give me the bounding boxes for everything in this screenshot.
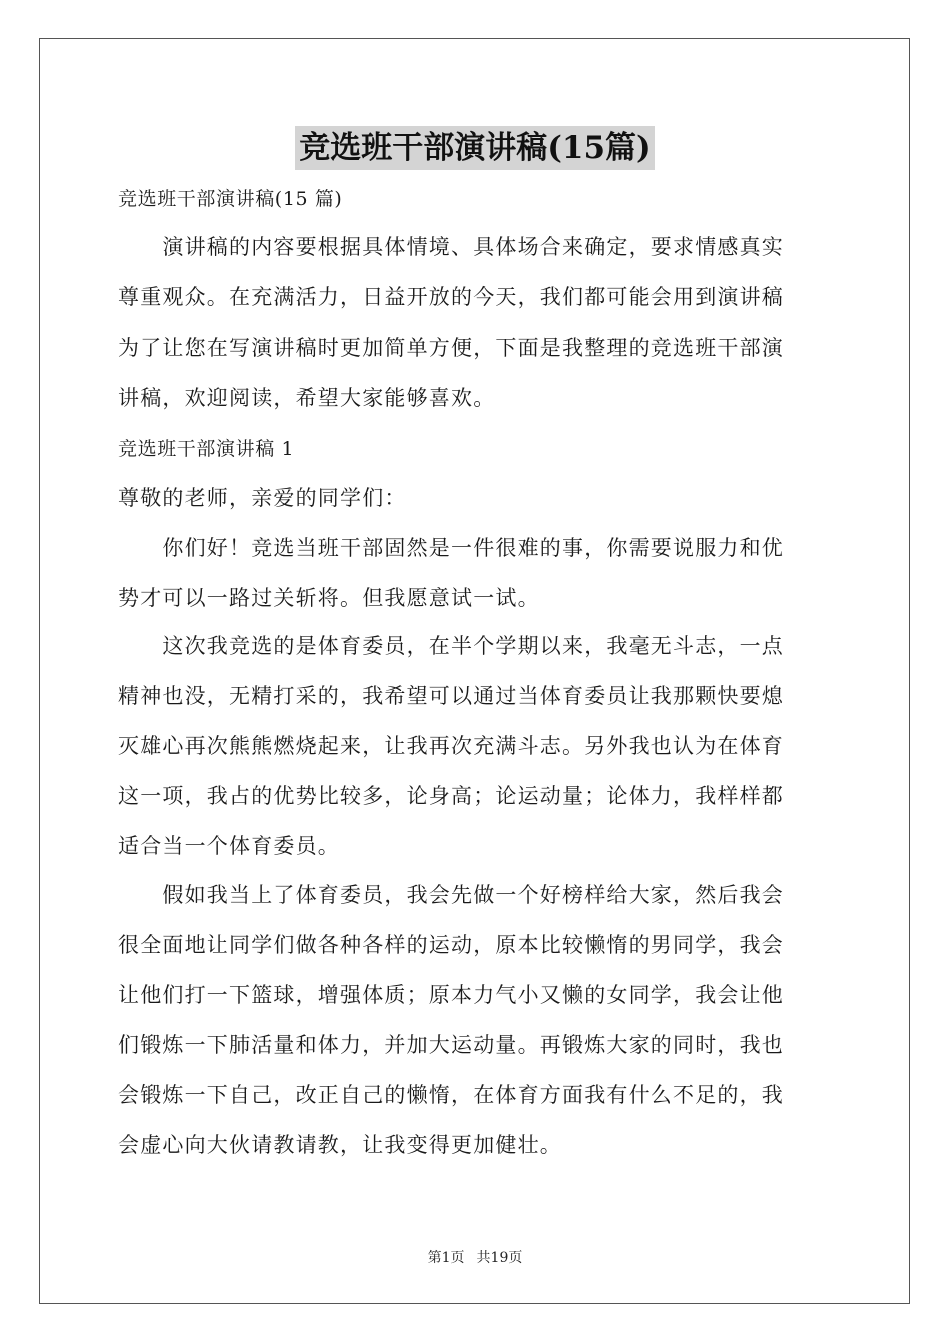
- page-total: 共19页: [476, 1250, 523, 1266]
- paragraph-line: 会锻炼一下自己，改正自己的懒惰，在体育方面我有什么不足的，我: [118, 1083, 784, 1107]
- paragraph-line: 为了让您在写演讲稿时更加简单方便，下面是我整理的竞选班干部演: [118, 336, 784, 360]
- paragraph-line: 势才可以一路过关斩将。但我愿意试一试。: [118, 586, 540, 610]
- paragraph-line: 这次我竞选的是体育委员，在半个学期以来，我毫无斗志，一点: [118, 634, 784, 658]
- title-wrap: [0, 126, 950, 170]
- paragraph-line: 假如我当上了体育委员，我会先做一个好榜样给大家，然后我会: [118, 883, 784, 907]
- paragraph-line: 你们好！竞选当班干部固然是一件很难的事，你需要说服力和优: [118, 536, 784, 560]
- paragraph-line: 灭雄心再次熊熊燃烧起来，让我再次充满斗志。另外我也认为在体育: [118, 734, 784, 758]
- section-heading: 竞选班干部演讲稿 1: [118, 438, 295, 460]
- document-title: 竞选班干部演讲稿(15篇): [295, 126, 654, 170]
- paragraph-line: 讲稿，欢迎阅读，希望大家能够喜欢。: [118, 386, 496, 410]
- paragraph-line: 很全面地让同学们做各种各样的运动，原本比较懒惰的男同学，我会: [118, 933, 784, 957]
- paragraph-line: 适合当一个体育委员。: [118, 834, 340, 858]
- document-subtitle: 竞选班干部演讲稿(15 篇): [118, 188, 343, 210]
- page-number: 第1页: [427, 1250, 465, 1266]
- paragraph-line: 这一项，我占的优势比较多，论身高；论运动量；论体力，我样样都: [118, 784, 784, 808]
- paragraph-line: 让他们打一下篮球，增强体质；原本力气小又懒的女同学，我会让他: [118, 983, 784, 1007]
- paragraph-line: 会虚心向大伙请教请教，让我变得更加健壮。: [118, 1133, 562, 1157]
- salutation: 尊敬的老师，亲爱的同学们：: [118, 486, 407, 510]
- page-border: [39, 38, 910, 1304]
- paragraph-line: 尊重观众。在充满活力，日益开放的今天，我们都可能会用到演讲稿: [118, 285, 784, 309]
- paragraph-line: 演讲稿的内容要根据具体情境、具体场合来确定，要求情感真实: [118, 235, 784, 259]
- paragraph-line: 精神也没，无精打采的，我希望可以通过当体育委员让我那颗快要熄: [118, 684, 784, 708]
- page-footer: [0, 1248, 950, 1268]
- paragraph-line: 们锻炼一下肺活量和体力，并加大运动量。再锻炼大家的同时，我也: [118, 1033, 784, 1057]
